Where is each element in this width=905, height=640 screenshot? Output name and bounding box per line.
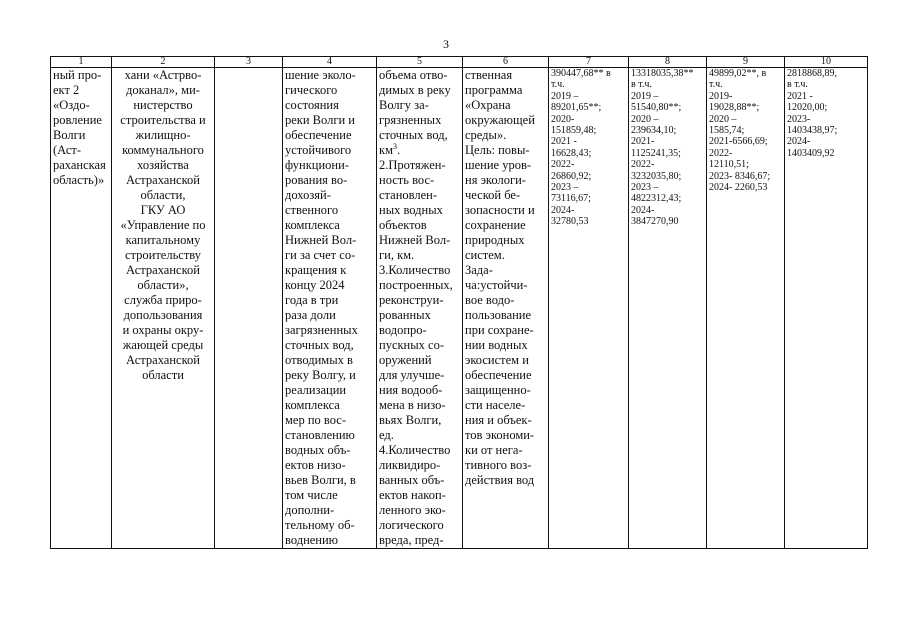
cell-responsible-executors: хани «Астрво- доканал», ми- нистерство строительства и жилищно- коммунального хозяйства Астраханской области, ГКУ АО «Управление по капитальному строительству Астраханской области», служба приро- допользования и охраны окру- жающей среды Астраханской области — [112, 68, 215, 549]
cell-state-program: ственная программа «Охрана окружающей среды». Цель: повы- шение уров- ня экологи- ческой бе- зопасности и сохранение природных систем. Зада- ча:устойчи- вое водо- пользование при сохране- нии водных экосистем и обеспечение защищенно- сти населе- ния и объек- тов экономи- ки от нега- тивного воз- действия вод — [463, 68, 549, 549]
cell-funding-col-8: 13318035,38** в т.ч. 2019 – 51540,80**; 2020 – 239634,10; 2021- 1125241,35; 2022- 3232035,80; 2023 – 4822312,43; 2024- 3847270,90 — [629, 68, 707, 549]
table-row — [51, 68, 868, 549]
col-header-10: 10 — [785, 57, 868, 68]
cell-funding-col-10: 2818868,89, в т.ч. 2021 - 12020,00; 2023- 1403438,97; 2024- 1403409,92 — [785, 68, 868, 549]
col-header-5: 5 — [377, 57, 463, 68]
page-number: 3 — [443, 37, 449, 51]
superscript-3: 3 — [392, 141, 397, 151]
col-header-9: 9 — [707, 57, 785, 68]
col-header-6: 6 — [463, 57, 549, 68]
indicators-text-rest: . 2.Протяжен- ность вос- становлен- ных водных объектов Нижней Вол- ги, км. 3.Количество построенных, реконструи- рованных водопро- пускных со- оружений для улучше- ния водооб- мена в низо- вьях Волги, ед. 4.Количество ликвидиро- ванных объ- ектов накоп- ленного эко- логического вреда, пред- — [379, 143, 453, 547]
indicators-text-start: объема отво- димых в реку Волгу за- грязненных сточных вод, км — [379, 68, 451, 157]
col-header-1: 1 — [51, 57, 112, 68]
cell-column-3 — [215, 68, 283, 549]
cell-goal: шение эколо- гического состояния реки Волги и обеспечение устойчивого функциони- рования во- дохозяй- ственного комплекса Нижней Вол- ги за счет со- кращения к концу 2024 года в три раза доли загрязненных сточных вод, отводимых в реку Волгу, и реализации комплекса мер по вос- становлению водных объ- ектов низо- вьев Волги, в том числе дополни- тельному об- воднению — [283, 68, 377, 549]
cell-indicators — [377, 68, 463, 549]
program-table — [50, 56, 868, 549]
cell-funding-col-9: 49899,02**, в т.ч. 2019- 19028,88**; 2020 – 1585,74; 2021-6566,69; 2022- 12110,51; 2023- 8346,67; 2024- 2260,53 — [707, 68, 785, 549]
cell-funding-col-7: 390447,68** в т.ч. 2019 – 89201,65**; 2020- 151859,48; 2021 - 16628,43; 2022- 26860,92; 2023 – 73116,67; 2024- 32780,53 — [549, 68, 629, 549]
cell-project-name: ный про- ект 2 «Оздо- ровление Волги (Аст- раханская область)» — [51, 68, 112, 549]
col-header-2: 2 — [112, 57, 215, 68]
col-header-4: 4 — [283, 57, 377, 68]
col-header-3: 3 — [215, 57, 283, 68]
col-header-7: 7 — [549, 57, 629, 68]
column-number-row — [51, 57, 868, 68]
col-header-8: 8 — [629, 57, 707, 68]
